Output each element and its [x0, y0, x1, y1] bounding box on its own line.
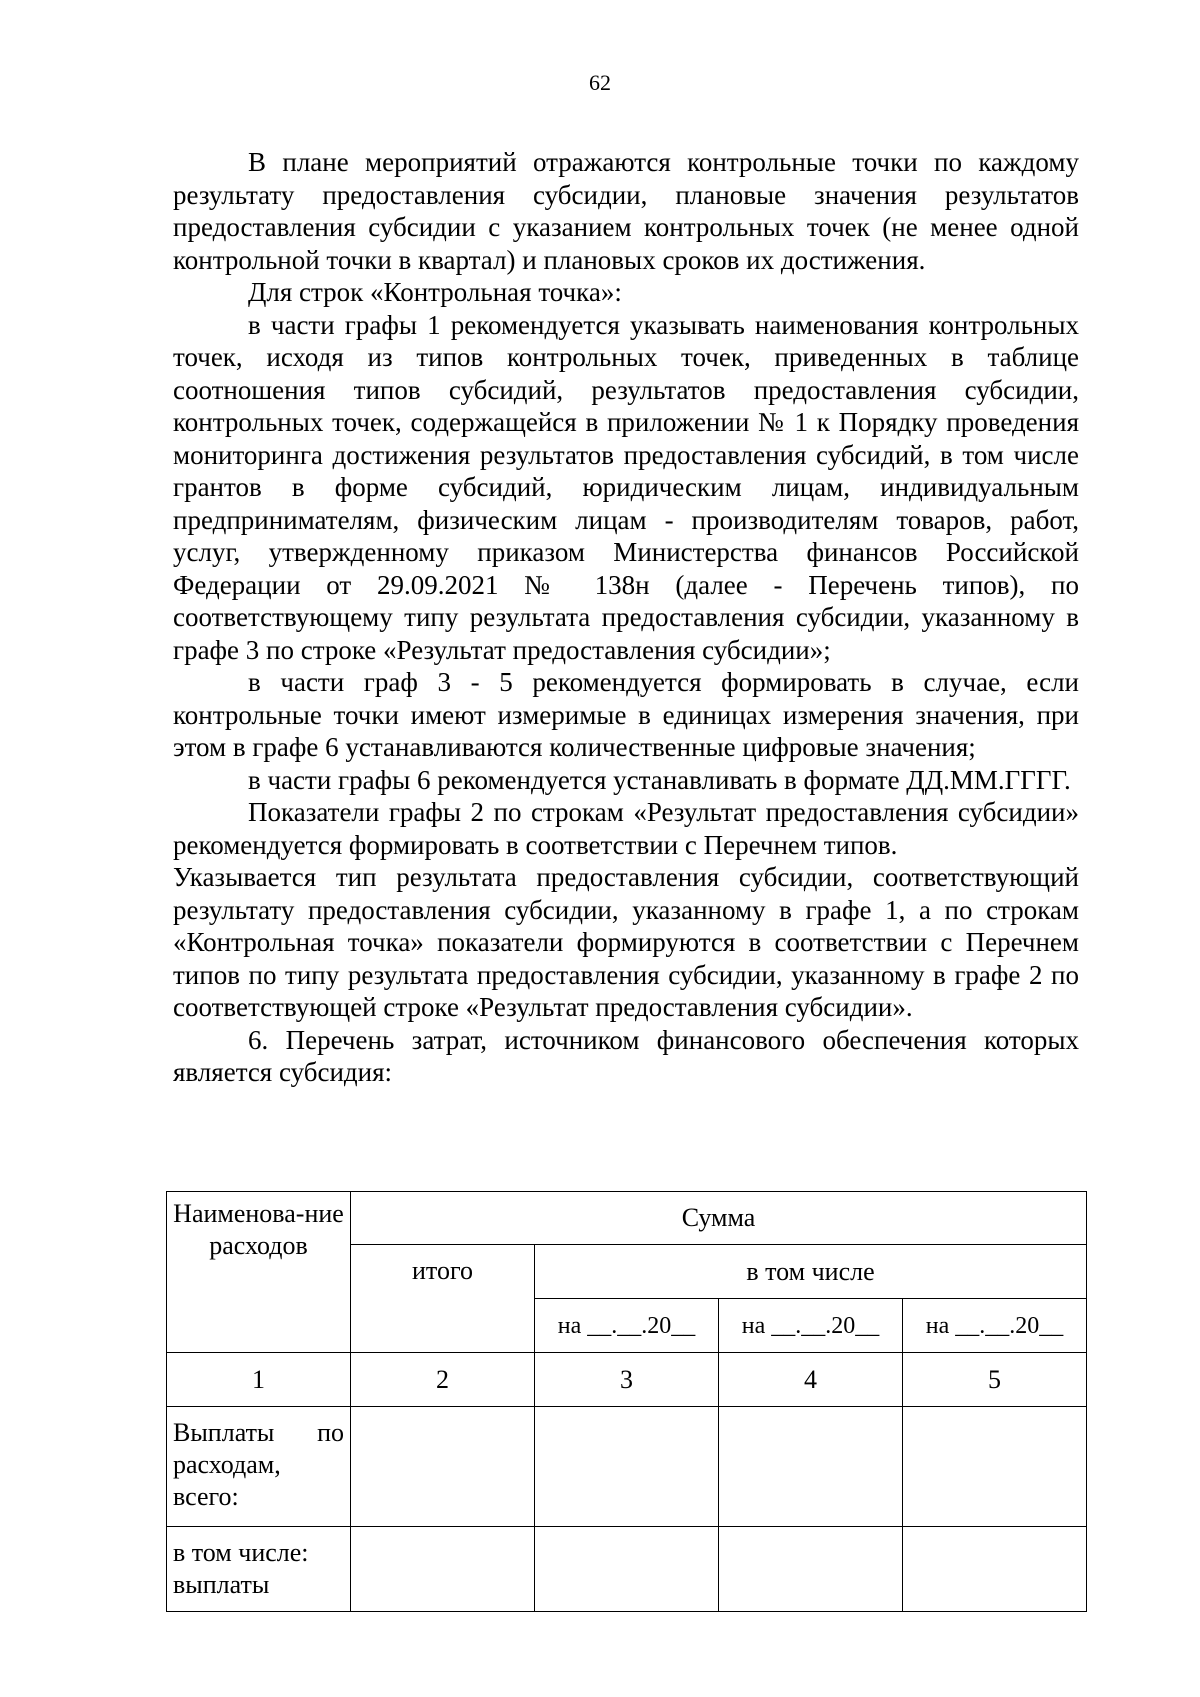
- column-number: 2: [351, 1353, 535, 1407]
- table-cell: [903, 1407, 1087, 1527]
- table-cell: [535, 1407, 719, 1527]
- row-name: в том числе: выплаты: [167, 1527, 351, 1612]
- document-body: [173, 146, 1079, 1089]
- table-cell: [351, 1527, 535, 1612]
- table-cell: [535, 1527, 719, 1612]
- expenses-table: [166, 1191, 1087, 1612]
- table-cell: [719, 1527, 903, 1612]
- table-cell: [719, 1407, 903, 1527]
- header-total: итого: [351, 1245, 535, 1353]
- column-number: 4: [719, 1353, 903, 1407]
- paragraph: 6. Перечень затрат, источником финансового обеспечения которых является субсидия:: [173, 1024, 1079, 1087]
- header-date-col: на __.__.20__: [903, 1299, 1087, 1353]
- paragraph: Для строк «Контрольная точка»:: [248, 277, 622, 307]
- column-number: 5: [903, 1353, 1087, 1407]
- row-name: Выплаты по расходам, всего:: [167, 1407, 351, 1527]
- column-number: 3: [535, 1353, 719, 1407]
- table-cell: [903, 1527, 1087, 1612]
- header-date-col: на __.__.20__: [535, 1299, 719, 1353]
- table-row: [167, 1407, 1087, 1527]
- table-row: [167, 1527, 1087, 1612]
- header-expense-name: Наименова-ние расходов: [167, 1192, 351, 1353]
- paragraph: В плане мероприятий отражаются контрольные точки по каждому результату предоставления субсидии, плановые значения результатов предоставления субсидии с указанием контрольных точек (не менее одной контрольной точки в квартал) и плановых сроков их достижения.: [173, 147, 1079, 275]
- paragraph: в части графы 1 рекомендуется указывать наименования контрольных точек, исходя из типов контрольных точек, приведенных в таблице соотношения типов субсидий, результатов предоставления субсидии, контрольных точек, содержащейся в приложении № 1 к Порядку проведения мониторинга достижения результатов предоставления субсидий, в том числе грантов в форме субсидий, юридическим лицам, индивидуальным предпринимателям, физическим лицам - производителям товаров, работ, услуг, утвержденному приказом Министерства финансов Российской Федерации от 29.09.2021 № 138н (далее - Перечень типов), по соответствующему типу результата предоставления субсидии, указанному в графе 3 по строке «Результат предоставления субсидии»;: [173, 309, 1079, 665]
- paragraph: Показатели графы 2 по строкам «Результат предоставления субсидии» рекомендуется формировать в соответствии с Перечнем типов.: [173, 797, 1079, 860]
- header-date-col: на __.__.20__: [719, 1299, 903, 1353]
- table-cell: [351, 1407, 535, 1527]
- header-sum: Сумма: [351, 1192, 1087, 1245]
- header-including: в том числе: [535, 1245, 1087, 1299]
- paragraph: Указывается тип результата предоставления субсидии, соответствующий результату предоставления субсидии, указанному в графе 1, а по строкам «Контрольная точка» показатели формируются в соответствии с Перечнем типов по типу результата предоставления субсидии, указанному в графе 2 по соответствующей строке «Результат предоставления субсидии».: [173, 862, 1079, 1022]
- column-number: 1: [167, 1353, 351, 1407]
- paragraph: в части граф 3 - 5 рекомендуется формировать в случае, если контрольные точки имеют измеримые в единицах измерения значения, при этом в графе 6 устанавливаются количественные цифровые значения;: [173, 667, 1079, 762]
- page-number: 62: [589, 70, 611, 95]
- paragraph: в части графы 6 рекомендуется устанавливать в формате ДД.ММ.ГГГГ.: [248, 764, 1071, 795]
